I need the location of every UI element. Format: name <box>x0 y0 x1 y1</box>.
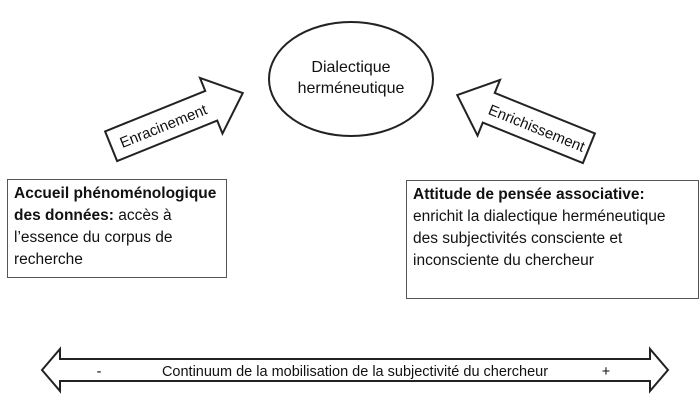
left-box-body: accès à l’essence du corpus de recherche <box>14 207 173 268</box>
left-box-heading: Accueil phénoménologique des données: <box>14 185 217 224</box>
right-arrow <box>446 67 600 176</box>
center-label-line2: herméneutique <box>297 80 405 97</box>
right-arrow-label: Enrichissement <box>485 101 588 156</box>
right-info-box <box>406 180 699 299</box>
center-label-line1: Dialectique <box>311 59 391 76</box>
continuum-label: Continuum de la mobilisation de la subjectivité du chercheur <box>161 364 549 380</box>
left-arrow <box>100 65 254 174</box>
right-box-body: enrichit la dialectique herméneutique des subjectivités consciente et inconsciente du chercheur <box>413 208 666 269</box>
left-info-box <box>7 179 227 278</box>
continuum-minus: - <box>96 364 102 380</box>
left-arrow-label: Enracinement <box>117 101 210 152</box>
right-box-heading: Attitude de pensée associative: <box>413 186 645 203</box>
continuum-plus: + <box>601 364 611 380</box>
